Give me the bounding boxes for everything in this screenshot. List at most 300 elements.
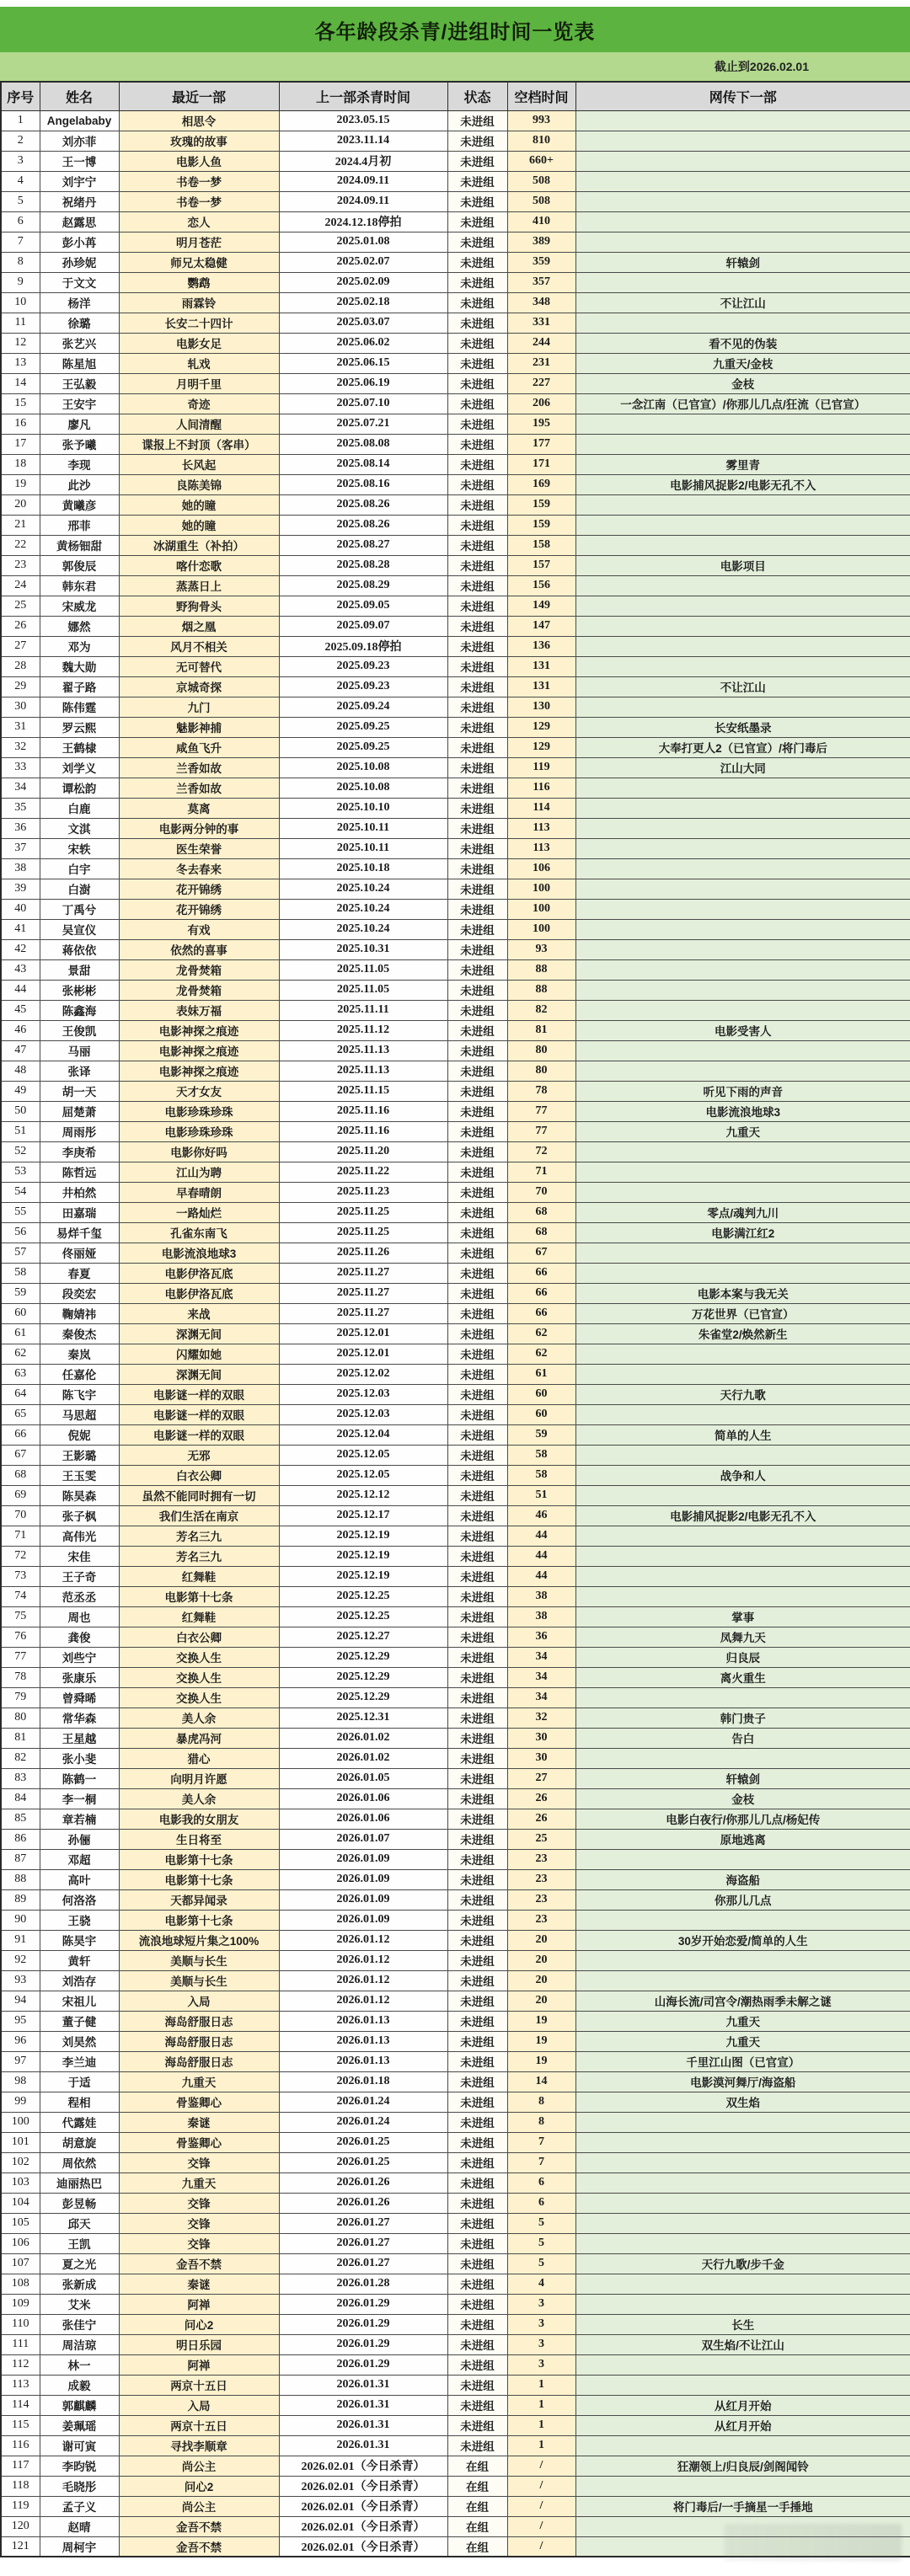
cell-wrap-date: 2025.02.07 xyxy=(279,252,447,272)
table-row xyxy=(1,2051,910,2071)
table-row xyxy=(1,1323,910,1344)
cell-recent-work: 深渊无间 xyxy=(119,1364,279,1384)
cell-gap-days: 359 xyxy=(507,252,575,272)
cell-index: 83 xyxy=(1,1768,40,1788)
cell-index: 63 xyxy=(1,1364,40,1384)
cell-wrap-date: 2026.01.12 xyxy=(279,1950,447,1970)
cell-index: 31 xyxy=(1,717,40,737)
cell-status: 未进组 xyxy=(447,1485,507,1505)
cell-name: 夏之光 xyxy=(40,2253,119,2274)
cell-wrap-date: 2025.11.25 xyxy=(279,1222,447,1243)
cell-next-work: 千里江山图（已官宣） xyxy=(575,2051,910,2071)
cell-recent-work: 电影两分钟的事 xyxy=(119,818,279,838)
cell-status: 未进组 xyxy=(447,1505,507,1526)
cell-index: 119 xyxy=(1,2496,40,2516)
cell-recent-work: 京城奇探 xyxy=(119,676,279,697)
cell-index: 16 xyxy=(1,414,40,434)
cell-recent-work: 美人余 xyxy=(119,1788,279,1809)
cell-recent-work: 玫瑰的故事 xyxy=(119,131,279,151)
cell-next-work: 山海长流/司宫令/潮热雨季未解之谜 xyxy=(575,1991,910,2011)
table-row xyxy=(1,1344,910,1364)
cell-wrap-date: 2026.01.26 xyxy=(279,2172,447,2193)
cell-index: 71 xyxy=(1,1526,40,1546)
cell-status: 未进组 xyxy=(447,737,507,757)
cell-name: 刘些宁 xyxy=(40,1647,119,1667)
cell-recent-work: 明月苍茫 xyxy=(119,232,279,252)
table-row xyxy=(1,292,910,313)
cell-status: 未进组 xyxy=(447,1788,507,1809)
cell-recent-work: 电影神探之痕迹 xyxy=(119,1020,279,1040)
cell-name: 林一 xyxy=(40,2354,119,2375)
cell-index: 59 xyxy=(1,1283,40,1303)
table-row xyxy=(1,1970,910,1991)
cell-wrap-date: 2025.08.29 xyxy=(279,575,447,596)
cell-gap-days: 68 xyxy=(507,1222,575,1243)
cell-next-work: 归良辰 xyxy=(575,1647,910,1667)
cell-status: 未进组 xyxy=(447,2011,507,2031)
cell-name: 李昀锐 xyxy=(40,2456,119,2476)
cell-recent-work: 电影珍珠珍珠 xyxy=(119,1101,279,1121)
cell-status: 未进组 xyxy=(447,1162,507,1182)
cell-gap-days: 348 xyxy=(507,292,575,313)
cell-gap-days: 66 xyxy=(507,1263,575,1283)
cell-wrap-date: 2025.10.08 xyxy=(279,778,447,798)
cell-recent-work: 尚公主 xyxy=(119,2456,279,2476)
cell-index: 111 xyxy=(1,2334,40,2354)
table-row xyxy=(1,636,910,656)
cell-status: 未进组 xyxy=(447,373,507,393)
table-row xyxy=(1,2456,910,2476)
cell-status: 未进组 xyxy=(447,555,507,575)
cell-wrap-date: 2026.02.01（今日杀青） xyxy=(279,2476,447,2496)
column-header-6: 网传下一部 xyxy=(575,82,910,110)
cell-wrap-date: 2026.01.06 xyxy=(279,1788,447,1809)
cell-wrap-date: 2024.09.11 xyxy=(279,171,447,191)
cell-wrap-date: 2026.01.24 xyxy=(279,2112,447,2132)
cell-gap-days: 7 xyxy=(507,2152,575,2172)
cell-status: 未进组 xyxy=(447,2435,507,2456)
cell-wrap-date: 2026.01.31 xyxy=(279,2435,447,2456)
cell-index: 19 xyxy=(1,474,40,494)
cell-next-work: 雾里青 xyxy=(575,454,910,474)
cell-recent-work: 两京十五日 xyxy=(119,2415,279,2435)
cell-name: 龚俊 xyxy=(40,1627,119,1647)
column-header-3: 上一部杀青时间 xyxy=(279,82,447,110)
cell-wrap-date: 2025.10.11 xyxy=(279,818,447,838)
cell-status: 未进组 xyxy=(447,1303,507,1323)
cell-index: 101 xyxy=(1,2132,40,2152)
cell-status: 未进组 xyxy=(447,1768,507,1788)
cell-index: 9 xyxy=(1,272,40,292)
cell-name: 王子奇 xyxy=(40,1566,119,1586)
cell-wrap-date: 2025.12.29 xyxy=(279,1647,447,1667)
cell-gap-days: 195 xyxy=(507,414,575,434)
cell-status: 未进组 xyxy=(447,636,507,656)
cell-name: 张艺兴 xyxy=(40,333,119,353)
cell-status: 未进组 xyxy=(447,596,507,616)
cell-status: 未进组 xyxy=(447,1586,507,1606)
cell-name: 李庚希 xyxy=(40,1141,119,1162)
cell-name: 陈昊宇 xyxy=(40,1930,119,1950)
cell-wrap-date: 2025.07.10 xyxy=(279,393,447,414)
cell-next-work: 万花世界（已官宣） xyxy=(575,1303,910,1323)
cell-name: 周洁琼 xyxy=(40,2334,119,2354)
cell-gap-days: 129 xyxy=(507,717,575,737)
table-row xyxy=(1,1081,910,1101)
cell-gap-days: 159 xyxy=(507,515,575,535)
cell-next-work: 战争和人 xyxy=(575,1465,910,1485)
cell-index: 104 xyxy=(1,2193,40,2213)
cell-status: 未进组 xyxy=(447,2274,507,2294)
cell-index: 36 xyxy=(1,818,40,838)
cell-index: 30 xyxy=(1,697,40,717)
cell-recent-work: 深渊无间 xyxy=(119,1323,279,1344)
cell-status: 未进组 xyxy=(447,1687,507,1708)
table-row xyxy=(1,1162,910,1182)
cell-name: 章若楠 xyxy=(40,1809,119,1829)
cell-gap-days: 36 xyxy=(507,1627,575,1647)
cell-status: 未进组 xyxy=(447,778,507,798)
cell-index: 8 xyxy=(1,252,40,272)
cell-recent-work: 江山为聘 xyxy=(119,1162,279,1182)
table-row xyxy=(1,2334,910,2354)
cell-index: 87 xyxy=(1,1849,40,1869)
cell-status: 未进组 xyxy=(447,2375,507,2395)
cell-wrap-date: 2026.02.01（今日杀青） xyxy=(279,2516,447,2536)
cell-status: 未进组 xyxy=(447,1384,507,1404)
cell-index: 50 xyxy=(1,1101,40,1121)
cell-wrap-date: 2025.12.12 xyxy=(279,1485,447,1505)
cell-next-work xyxy=(575,211,910,232)
cell-name: 刘浩存 xyxy=(40,1970,119,1991)
cell-name: 周柯宇 xyxy=(40,2536,119,2557)
table-row xyxy=(1,2011,910,2031)
cell-name: 丁禹兮 xyxy=(40,899,119,919)
cell-next-work: 电影流浪地球3 xyxy=(575,1101,910,1121)
cell-gap-days: 77 xyxy=(507,1101,575,1121)
cell-wrap-date: 2025.03.07 xyxy=(279,313,447,333)
cell-wrap-date: 2025.12.19 xyxy=(279,1566,447,1586)
cell-recent-work: 电影伊洛瓦底 xyxy=(119,1283,279,1303)
cell-next-work xyxy=(575,1141,910,1162)
as-of-note-bar xyxy=(0,52,910,81)
cell-wrap-date: 2026.01.07 xyxy=(279,1829,447,1849)
cell-recent-work: 交锋 xyxy=(119,2233,279,2253)
cell-name: 白澍 xyxy=(40,879,119,899)
cell-wrap-date: 2026.01.12 xyxy=(279,1930,447,1950)
cell-recent-work: 月明千里 xyxy=(119,373,279,393)
cell-status: 未进组 xyxy=(447,2415,507,2435)
cell-wrap-date: 2025.11.26 xyxy=(279,1243,447,1263)
cell-name: 成毅 xyxy=(40,2375,119,2395)
cell-gap-days: / xyxy=(507,2516,575,2536)
cell-next-work xyxy=(575,151,910,171)
cell-gap-days: 32 xyxy=(507,1708,575,1728)
cell-gap-days: 30 xyxy=(507,1748,575,1768)
cell-status: 未进组 xyxy=(447,1991,507,2011)
cell-status: 未进组 xyxy=(447,151,507,171)
cell-wrap-date: 2025.11.05 xyxy=(279,959,447,980)
cell-recent-work: 咸鱼飞升 xyxy=(119,737,279,757)
cell-index: 42 xyxy=(1,939,40,959)
cell-recent-work: 喀什恋歌 xyxy=(119,555,279,575)
cell-name: 陈哲远 xyxy=(40,1162,119,1182)
cell-gap-days: 71 xyxy=(507,1162,575,1182)
cell-gap-days: 6 xyxy=(507,2193,575,2213)
cell-recent-work: 电影第十七条 xyxy=(119,1910,279,1930)
cell-name: 王俊凯 xyxy=(40,1020,119,1040)
cell-index: 6 xyxy=(1,211,40,232)
table-row xyxy=(1,110,910,131)
cell-next-work: 凤舞九天 xyxy=(575,1627,910,1647)
table-header xyxy=(1,82,910,110)
cell-gap-days: 59 xyxy=(507,1424,575,1445)
cell-wrap-date: 2025.10.18 xyxy=(279,858,447,879)
table-row xyxy=(1,313,910,333)
cell-wrap-date: 2025.09.24 xyxy=(279,697,447,717)
table-row xyxy=(1,1930,910,1950)
cell-wrap-date: 2026.02.01（今日杀青） xyxy=(279,2496,447,2516)
cell-gap-days: 60 xyxy=(507,1384,575,1404)
cell-next-work xyxy=(575,2435,910,2456)
cell-status: 未进组 xyxy=(447,1283,507,1303)
cell-recent-work: 魅影神捕 xyxy=(119,717,279,737)
cell-status: 未进组 xyxy=(447,191,507,211)
table-row xyxy=(1,757,910,778)
cell-name: 宋祖儿 xyxy=(40,1991,119,2011)
cell-recent-work: 我们生活在南京 xyxy=(119,1505,279,1526)
cell-recent-work: 来战 xyxy=(119,1303,279,1323)
cell-recent-work: 恋人 xyxy=(119,211,279,232)
cell-gap-days: 26 xyxy=(507,1788,575,1809)
cell-index: 110 xyxy=(1,2314,40,2334)
cell-recent-work: 天才女友 xyxy=(119,1081,279,1101)
cell-wrap-date: 2025.12.29 xyxy=(279,1687,447,1708)
cell-gap-days: 44 xyxy=(507,1566,575,1586)
cell-status: 未进组 xyxy=(447,717,507,737)
cell-wrap-date: 2024.09.11 xyxy=(279,191,447,211)
cell-next-work: 轩辕剑 xyxy=(575,1768,910,1788)
cell-recent-work: 电影谜一样的双眼 xyxy=(119,1424,279,1445)
cell-status: 未进组 xyxy=(447,1404,507,1424)
cell-status: 未进组 xyxy=(447,414,507,434)
table-row xyxy=(1,980,910,1000)
cell-recent-work: 流浪地球短片集之100% xyxy=(119,1930,279,1950)
cell-next-work xyxy=(575,899,910,919)
cell-index: 26 xyxy=(1,616,40,636)
cell-status: 未进组 xyxy=(447,2071,507,2092)
cell-status: 未进组 xyxy=(447,353,507,373)
cell-index: 76 xyxy=(1,1627,40,1647)
table-row xyxy=(1,1889,910,1910)
cell-wrap-date: 2025.11.27 xyxy=(279,1283,447,1303)
cell-status: 未进组 xyxy=(447,1606,507,1627)
cell-index: 1 xyxy=(1,110,40,131)
cell-gap-days: 410 xyxy=(507,211,575,232)
cell-status: 在组 xyxy=(447,2496,507,2516)
table-row xyxy=(1,1708,910,1728)
cell-name: 易烊千玺 xyxy=(40,1222,119,1243)
table-row xyxy=(1,1910,910,1930)
cell-status: 未进组 xyxy=(447,535,507,555)
cell-name: 陈伟霆 xyxy=(40,697,119,717)
cell-next-work: 零点/魂判九川 xyxy=(575,1202,910,1222)
cell-next-work xyxy=(575,980,910,1000)
cell-name: 曾舜晞 xyxy=(40,1687,119,1708)
cell-next-work xyxy=(575,858,910,879)
cell-wrap-date: 2026.01.12 xyxy=(279,1970,447,1991)
table-row xyxy=(1,2314,910,2334)
cell-name: 谭松韵 xyxy=(40,778,119,798)
cell-recent-work: 闪耀如她 xyxy=(119,1344,279,1364)
cell-wrap-date: 2026.01.29 xyxy=(279,2354,447,2375)
cell-status: 未进组 xyxy=(447,1708,507,1728)
cell-index: 17 xyxy=(1,434,40,454)
cell-wrap-date: 2026.01.09 xyxy=(279,1889,447,1910)
cell-gap-days: 20 xyxy=(507,1950,575,1970)
cell-index: 66 xyxy=(1,1424,40,1445)
cell-status: 未进组 xyxy=(447,1040,507,1061)
cell-next-work xyxy=(575,171,910,191)
cell-index: 55 xyxy=(1,1202,40,1222)
cell-index: 77 xyxy=(1,1647,40,1667)
cell-next-work: 海盗船 xyxy=(575,1869,910,1889)
cell-next-work: 电影满江红2 xyxy=(575,1222,910,1243)
cell-recent-work: 暴虎冯河 xyxy=(119,1728,279,1748)
cell-recent-work: 书卷一梦 xyxy=(119,191,279,211)
cell-name: 迪丽热巴 xyxy=(40,2172,119,2193)
cell-recent-work: 海岛舒服日志 xyxy=(119,2051,279,2071)
cell-status: 未进组 xyxy=(447,2132,507,2152)
cell-next-work xyxy=(575,2132,910,2152)
cell-index: 28 xyxy=(1,656,40,676)
cell-wrap-date: 2026.01.09 xyxy=(279,1849,447,1869)
cell-recent-work: 孔雀东南飞 xyxy=(119,1222,279,1243)
cell-status: 未进组 xyxy=(447,2092,507,2112)
cell-recent-work: 海岛舒服日志 xyxy=(119,2031,279,2051)
cell-next-work xyxy=(575,313,910,333)
cell-status: 未进组 xyxy=(447,2294,507,2314)
table-row xyxy=(1,858,910,879)
cell-name: 白宇 xyxy=(40,858,119,879)
cell-index: 14 xyxy=(1,373,40,393)
cell-recent-work: 无可替代 xyxy=(119,656,279,676)
cell-name: 鞠婧祎 xyxy=(40,1303,119,1323)
cell-index: 44 xyxy=(1,980,40,1000)
cell-next-work xyxy=(575,1485,910,1505)
cell-recent-work: 表妹万福 xyxy=(119,1000,279,1020)
cell-recent-work: 花开锦绣 xyxy=(119,879,279,899)
cell-status: 未进组 xyxy=(447,1526,507,1546)
cell-recent-work: 长安二十四计 xyxy=(119,313,279,333)
cell-gap-days: 177 xyxy=(507,434,575,454)
cell-recent-work: 野狗骨头 xyxy=(119,596,279,616)
table-row xyxy=(1,939,910,959)
cell-index: 46 xyxy=(1,1020,40,1040)
cell-next-work xyxy=(575,1849,910,1869)
cell-recent-work: 电影人鱼 xyxy=(119,151,279,171)
table-row xyxy=(1,151,910,171)
cell-recent-work: 虽然不能同时拥有一切 xyxy=(119,1485,279,1505)
cell-next-work: 狂潮领上/归良辰/剑阁闻铃 xyxy=(575,2456,910,2476)
cell-gap-days: 38 xyxy=(507,1586,575,1606)
cell-next-work xyxy=(575,2152,910,2172)
cell-index: 68 xyxy=(1,1465,40,1485)
cell-name: 邓超 xyxy=(40,1849,119,1869)
cell-name: 孙俪 xyxy=(40,1829,119,1849)
cell-next-work: 不让江山 xyxy=(575,676,910,697)
cell-name: 田嘉瑞 xyxy=(40,1202,119,1222)
cell-wrap-date: 2026.01.27 xyxy=(279,2213,447,2233)
cell-next-work xyxy=(575,778,910,798)
cell-index: 27 xyxy=(1,636,40,656)
cell-index: 35 xyxy=(1,798,40,818)
cell-index: 40 xyxy=(1,899,40,919)
cell-wrap-date: 2025.10.24 xyxy=(279,879,447,899)
cell-gap-days: 44 xyxy=(507,1526,575,1546)
cell-gap-days: 227 xyxy=(507,373,575,393)
cell-recent-work: 交锋 xyxy=(119,2152,279,2172)
column-header-0: 序号 xyxy=(1,82,40,110)
cell-gap-days: 149 xyxy=(507,596,575,616)
table-row xyxy=(1,656,910,676)
cell-status: 未进组 xyxy=(447,1081,507,1101)
cell-gap-days: 60 xyxy=(507,1404,575,1424)
cell-wrap-date: 2026.01.05 xyxy=(279,1768,447,1788)
cell-next-work xyxy=(575,1445,910,1465)
cell-status: 在组 xyxy=(447,2456,507,2476)
table-row xyxy=(1,2112,910,2132)
cell-next-work xyxy=(575,1040,910,1061)
cell-next-work xyxy=(575,1566,910,1586)
cell-status: 未进组 xyxy=(447,292,507,313)
cell-recent-work: 长风起 xyxy=(119,454,279,474)
cell-name: 此沙 xyxy=(40,474,119,494)
cell-gap-days: 19 xyxy=(507,2031,575,2051)
schedule-table xyxy=(0,81,910,2557)
cell-index: 95 xyxy=(1,2011,40,2031)
cell-index: 78 xyxy=(1,1667,40,1687)
cell-gap-days: 3 xyxy=(507,2354,575,2375)
cell-wrap-date: 2025.12.31 xyxy=(279,1708,447,1728)
cell-next-work xyxy=(575,1263,910,1283)
cell-next-work xyxy=(575,1162,910,1182)
cell-next-work xyxy=(575,131,910,151)
cell-status: 未进组 xyxy=(447,575,507,596)
cell-recent-work: 红舞鞋 xyxy=(119,1566,279,1586)
cell-gap-days: 34 xyxy=(507,1687,575,1708)
column-header-1: 姓名 xyxy=(40,82,119,110)
cell-name: 程相 xyxy=(40,2092,119,2112)
cell-status: 未进组 xyxy=(447,2031,507,2051)
cell-wrap-date: 2026.01.09 xyxy=(279,1910,447,1930)
cell-wrap-date: 2025.09.25 xyxy=(279,717,447,737)
cell-index: 102 xyxy=(1,2152,40,2172)
cell-wrap-date: 2025.12.04 xyxy=(279,1424,447,1445)
table-row xyxy=(1,1263,910,1283)
table-row xyxy=(1,1950,910,1970)
cell-recent-work: 电影谜一样的双眼 xyxy=(119,1384,279,1404)
cell-next-work: 电影受害人 xyxy=(575,1020,910,1040)
cell-name: 张子枫 xyxy=(40,1505,119,1526)
cell-index: 106 xyxy=(1,2233,40,2253)
cell-status: 未进组 xyxy=(447,454,507,474)
cell-next-work: 金枝 xyxy=(575,373,910,393)
cell-next-work xyxy=(575,959,910,980)
cell-name: 王安宇 xyxy=(40,393,119,414)
cell-index: 25 xyxy=(1,596,40,616)
cell-gap-days: 19 xyxy=(507,2051,575,2071)
